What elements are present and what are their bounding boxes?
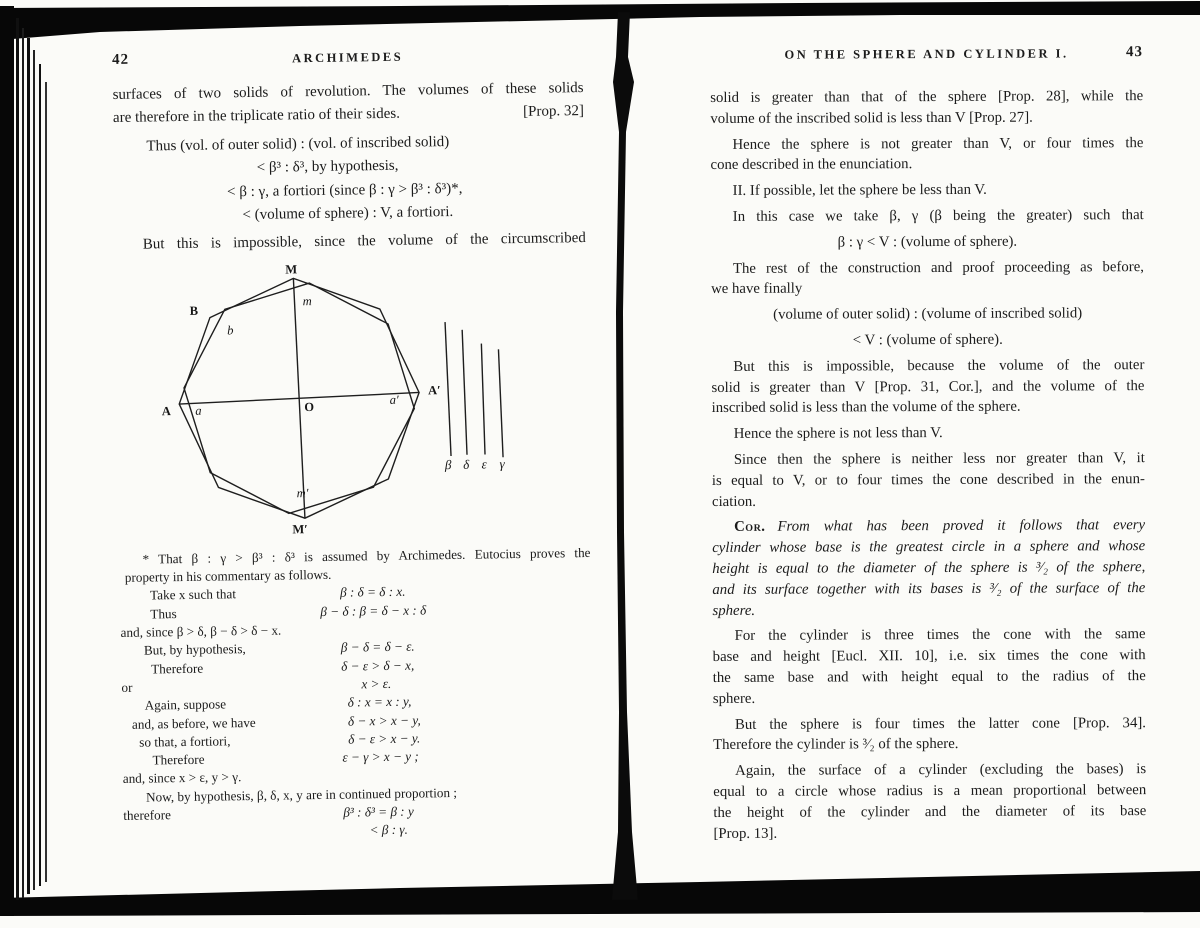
text-line [712, 515, 1145, 538]
footnote-label: or [121, 679, 133, 695]
text-line: surfaces of two solids of revolution. The volumes of these solids [112, 80, 584, 103]
text-fragment: are therefore in the triplicate ratio of their sides. [112, 106, 401, 127]
page-number: 42 [112, 51, 130, 68]
figure-label-gamma: γ [499, 456, 505, 472]
footnote-formula: δ : x = x : y, [347, 693, 412, 710]
footnote-formula: β : δ = δ : x. [339, 584, 406, 601]
formula-line: β : γ < V : (volume of sphere). [837, 233, 1018, 251]
formula-line: < V : (volume of sphere). [852, 331, 1003, 349]
footnote-line: and, since x > ε, y > γ. [122, 769, 242, 787]
footnote-line: and, since β > δ, β − δ > δ − x. [120, 622, 282, 640]
page-left [112, 45, 595, 843]
text-line: But the sphere is four times the latter cone [Prop. 34]. [734, 714, 1146, 733]
corollary-label: Cor. [734, 519, 766, 536]
page-edge-streak [27, 38, 30, 894]
text-line: sphere. [712, 602, 756, 619]
text-line: For the cylinder is three times the cone with the same [734, 626, 1146, 645]
footnote-label: Therefore [151, 660, 204, 677]
footnote-label: Therefore [152, 751, 205, 768]
page-left-header [112, 45, 583, 74]
text-line: volume of the inscribed solid is less than V [Prop. 27]. [710, 109, 1033, 127]
page-edge-streak [39, 64, 41, 886]
text-line: Thus (vol. of outer solid) : (vol. of inscribed solid) [146, 133, 450, 155]
formula-line: < (volume of sphere) : V, a fortiori. [242, 203, 454, 224]
magnitude-line-epsilon [481, 343, 485, 454]
footnote-formula: β − δ : β = δ − x : δ [320, 602, 427, 619]
footnote-formula: δ − ε > δ − x, [341, 657, 415, 674]
page-edge-streak [22, 28, 24, 898]
prop-reference: [Prop. 32] [522, 103, 585, 121]
page-right [710, 44, 1146, 844]
footnote-line: property in his commentary as follows. [124, 566, 332, 586]
figure-octagons [133, 260, 517, 538]
text-line: II. If possible, let the sphere be less than V. [732, 181, 987, 200]
magnitude-line-gamma [498, 349, 503, 457]
formula-line: (volume of outer solid) : (volume of inscribed solid) [773, 305, 1083, 323]
magnitude-line-delta [462, 330, 467, 455]
figure-label-b: b [227, 323, 234, 338]
figure-label-M: M [285, 262, 298, 277]
text-line: base and height [Eucl. XII. 10], i.e. six times the cone with [712, 647, 1146, 666]
text-fragment: From what has been proved it follows that every [777, 517, 1146, 536]
text-line: the height of the cylinder and the diameter of its base [713, 802, 1147, 821]
text-line: Hence the sphere is not less than V. [733, 425, 943, 443]
footnote-label: Again, suppose [144, 696, 227, 713]
figure-label-delta: δ [463, 456, 470, 472]
footnote-line: Now, by hypothesis, β, δ, x, y are in continued proportion ; [145, 784, 458, 805]
figure-label-A: A [161, 404, 171, 419]
text-line: Again, the surface of a cylinder (excluding the bases) is [735, 761, 1147, 780]
figure-label-m: m [302, 293, 312, 309]
footnote-formula: δ − ε > x − y. [348, 730, 421, 747]
footnote-formula: β³ : δ³ = β : y [343, 803, 414, 820]
page-number: 43 [1125, 44, 1144, 61]
text-line: In this case we take β, γ (β being the greater) such that [732, 207, 1144, 225]
figure-label-B: B [189, 303, 199, 318]
text-line: Since then the sphere is neither less nor greater than V, it [733, 450, 1145, 468]
figure-label-beta: β [444, 456, 452, 472]
book-gutter-shadow [606, 12, 638, 900]
text-line: The rest of the construction and proof proceeding as before, [732, 258, 1145, 277]
text-line: we have finally [711, 280, 803, 298]
page-edge-streak [45, 82, 47, 882]
footnote-label: But, by hypothesis, [143, 641, 246, 658]
text-line: solid is greater than that of the sphere [Prop. 28], while the [710, 88, 1144, 106]
formula-line: < β : γ, a fortiori (since β : γ > β³ : δ³)*, [226, 180, 463, 200]
figure-label-epsilon: ε [481, 456, 487, 472]
footnote-line: * That β : γ > β³ : δ³ is assumed by Archimedes. Eutocius proves the [142, 544, 591, 567]
page-right-body [710, 86, 1146, 844]
page-left-body [112, 77, 586, 258]
page-edge-streak [16, 18, 19, 900]
figure-label-A-prime: A′ [427, 383, 441, 398]
page-right-header [710, 44, 1143, 68]
text-line: ciation. [711, 493, 756, 510]
text-line: But this is impossible, since the volume of the circumscribed [142, 230, 586, 253]
footnote-label: and, as before, we have [131, 714, 256, 732]
footnote-label: Thus [150, 605, 177, 622]
footnote-formula: x > ε. [361, 675, 392, 692]
text-line: solid is greater than V [Prop. 31, Cor.], and the volume of the [711, 377, 1145, 396]
figure-label-O: O [304, 399, 315, 415]
footnote-label: Take x such that [149, 586, 237, 603]
text-line: is equal to V, or to four times the cone described in the enun- [711, 470, 1145, 489]
figure-drawing [133, 260, 517, 538]
figure-label-m-prime: m′ [296, 485, 309, 501]
scan-border-left [0, 6, 14, 916]
footnote-formula: ε − γ > x − y ; [342, 748, 419, 765]
text-line: sphere. [712, 690, 756, 707]
magnitude-line-beta [445, 322, 451, 456]
figure-label-a-prime: a′ [389, 392, 399, 407]
page-edge-streak [33, 50, 35, 890]
text-line: inscribed solid is less than the volume of the sphere. [711, 399, 1021, 417]
text-line: Therefore the cylinder is ³⁄₂ of the sphere. [713, 736, 959, 754]
footnote-label: therefore [123, 807, 172, 823]
scan-border-bottom [0, 865, 1200, 920]
footnote-formula: < β : γ. [369, 821, 408, 838]
text-line: equal to a circle whose radius is a mean proportional between [713, 782, 1147, 800]
text-line: But this is impossible, because the volume of the outer [733, 356, 1145, 375]
text-line: the same base and with height equal to the radius of the [712, 668, 1146, 686]
text-line: cylinder whose base is the greatest circle in a sphere and whose [712, 538, 1146, 557]
text-line: cone described in the enunciation. [710, 156, 913, 174]
footnote-formula: δ − x > x − y, [347, 712, 421, 729]
running-head: ON THE SPHERE AND CYLINDER I. [784, 46, 1069, 62]
footnote-formula: β − δ = δ − ε. [340, 638, 415, 655]
text-line: height is equal to the diameter of the sphere is ³⁄₂ of the sphere, [712, 559, 1146, 577]
formula-line: < β³ : δ³, by hypothesis, [256, 157, 399, 177]
text-line: and its surface together with its bases is ³⁄₂ of the surface of the [712, 579, 1146, 598]
text-line: [Prop. 13]. [713, 825, 778, 842]
footnote [119, 544, 594, 844]
text-line: Hence the sphere is not greater than V, or four times the [732, 134, 1144, 153]
figure-label-a: a [195, 403, 202, 418]
figure-label-M-prime: M′ [292, 521, 308, 537]
scan-border-top [0, 0, 1200, 45]
footnote-label: so that, a fortiori, [139, 733, 231, 750]
running-head: ARCHIMEDES [291, 49, 404, 66]
